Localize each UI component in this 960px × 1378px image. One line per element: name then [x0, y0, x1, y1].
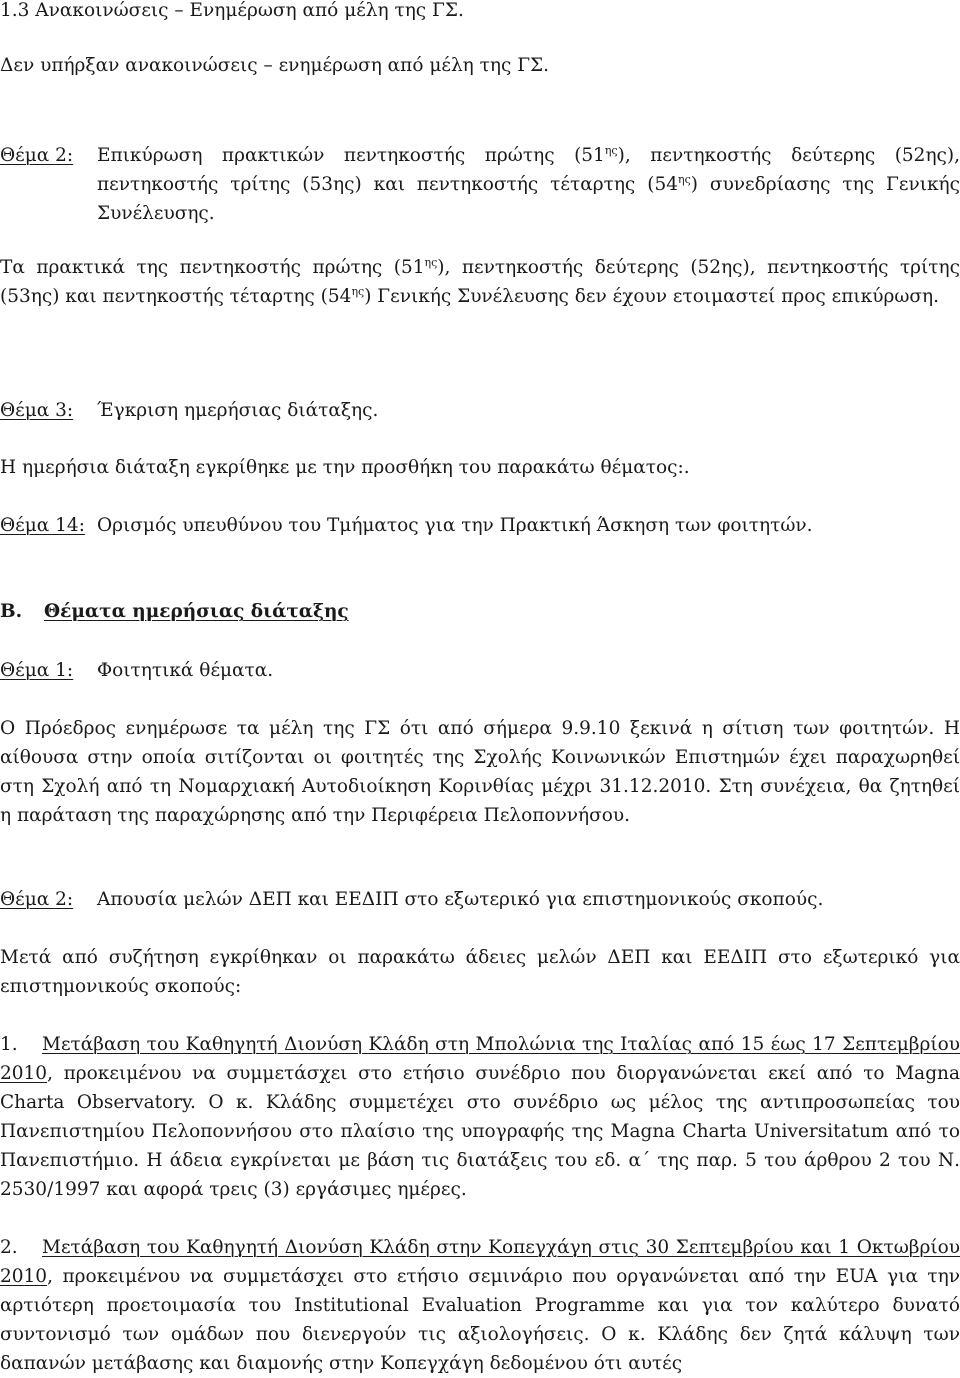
item-title: Μετάβαση του Καθηγητή Διονύση Κλάδη στην Κοπεγχάγη στις 30 Σεπτεμβρίου και 1 Οκτωβρίου 2010	[0, 1237, 960, 1287]
section-title: Θέματα ημερήσιας διάταξης	[44, 601, 349, 622]
section-b-heading	[0, 597, 960, 627]
topic-label: Θέμα 1:	[0, 660, 74, 681]
topic-label: Θέμα 14:	[0, 515, 85, 536]
topic-label: Θέμα 2:	[0, 889, 74, 910]
topic-label: Θέμα 3:	[0, 400, 74, 421]
agenda-approved-text: Η ημερήσια διάταξη εγκρίθηκε με την προσθήκη του παρακάτω θέματος:.	[0, 457, 690, 478]
topic-title: Έγκριση ημερήσιας διάταξης.	[97, 400, 379, 421]
topic-3	[0, 396, 960, 426]
section-letter: Β.	[0, 601, 23, 622]
topic-2-minutes	[0, 141, 960, 231]
topic-title-line-1: Επικύρωση πρακτικών πεντηκοστής πρώτης $(51^{\eta\varsigma})$, πεντηκοστής δεύτερης (52ης),	[97, 143, 960, 166]
minutes-paragraph: Τα πρακτικά της πεντηκοστής πρώτης $(51^{\eta\varsigma})$, πεντηκοστής δεύτερης (52ης), πεντηκοστής τρίτης (53ης) και πεντηκοστής τέταρτης $(54^{\eta\varsigma})$ Γενικής Συνέλευσης δεν έχουν ετοιμαστεί προς επικύρωση.	[0, 255, 960, 307]
topic-1-body: Ο Πρόεδρος ενημέρωσε τα μέλη της ΓΣ ότι από σήμερα 9.9.10 ξεκινά η σίτιση των φοιτητών. Η αίθουσα στην οποία σιτίζονται οι φοιτητές της Σχολής Κοινωνικών Επιστημών έχει παραχωρηθεί στη Σχολή από τη Νομαρχιακή Αυτοδιοίκηση Κορινθίας μέχρι 31.12.2010. Στη συνέχεια, θα ζητηθεί η παράταση της παραχώρησης από την Περιφέρεια Πελοποννήσου.	[0, 718, 960, 826]
list-item	[0, 1030, 960, 1204]
topic-1	[0, 656, 960, 686]
item-number: 2.	[0, 1237, 18, 1258]
topic-title: Απουσία μελών ΔΕΠ και ΕΕΔΙΠ στο εξωτερικό για επιστημονικούς σκοπούς.	[97, 889, 824, 910]
topic-title-line-3: Συνέλευσης.	[97, 203, 215, 224]
item-body: , προκειμένου να συμμετάσχει στο ετήσιο σεμινάριο που οργανώνεται από την EUA για την αρτιότερη προετοιμασία του Institutional Evaluation Programme και για τον καλύτερο δυνατό συντονισμό των ομάδων που διενεργούν τις αξιολογήσεις. Ο κ. Κλάδης δεν ζητά κάλυψη των δαπανών μετάβασης και διαμονής στην Κοπεγχάγη δεδομένου ότι αυτές	[0, 1266, 960, 1374]
list-item	[0, 1233, 960, 1378]
topic-2-absences	[0, 885, 960, 915]
topic-title: Φοιτητικά θέματα.	[97, 660, 274, 681]
added-topic-14	[0, 511, 960, 541]
section-1-3-heading: 1.3 Ανακοινώσεις – Ενημέρωση από μέλη της ΓΣ.	[0, 0, 464, 21]
item-title: Μετάβαση του Καθηγητή Διονύση Κλάδη στη Μπολώνια της Ιταλίας από 15 έως 17 Σεπτεμβρίου 2010	[0, 1034, 960, 1084]
topic-2-intro: Μετά από συζήτηση εγκρίθηκαν οι παρακάτω άδειες μελών ΔΕΠ και ΕΕΔΙΠ στο εξωτερικό για επιστημονικούς σκοπούς:	[0, 947, 960, 997]
item-number: 1.	[0, 1034, 18, 1055]
topic-title: Ορισμός υπευθύνου του Τμήματος για την Πρακτική Άσκηση των φοιτητών.	[97, 515, 813, 536]
topic-title-line-2: πεντηκοστής τρίτης (53ης) και πεντηκοστής τέταρτης $(54^{\eta\varsigma})$ συνεδρίασης της Γενικής	[97, 172, 960, 195]
item-body: , προκειμένου να συμμετάσχει στο ετήσιο συνέδριο που διοργανώνεται εκεί από το Magna Charta Observatory. Ο κ. Κλάδης συμμετέχει στο συνέδριο ως μέλος της αντιπροσωπείας του Πανεπιστημίου Πελοποννήσου στο πλαίσιο της υπογραφής της Magna Charta Universitatum από το Πανεπιστήμιο. Η άδεια εγκρίνεται με βάση τις διατάξεις του εδ. α΄ της παρ. 5 του άρθρου 2 του Ν. 2530/1997 και αφορά τρεις (3) εργάσιμες ημέρες.	[0, 1063, 960, 1200]
topic-label: Θέμα 2:	[0, 145, 74, 166]
topic-title	[97, 141, 960, 228]
section-1-3-text: Δεν υπήρξαν ανακοινώσεις – ενημέρωση από μέλη της ΓΣ.	[0, 55, 550, 76]
